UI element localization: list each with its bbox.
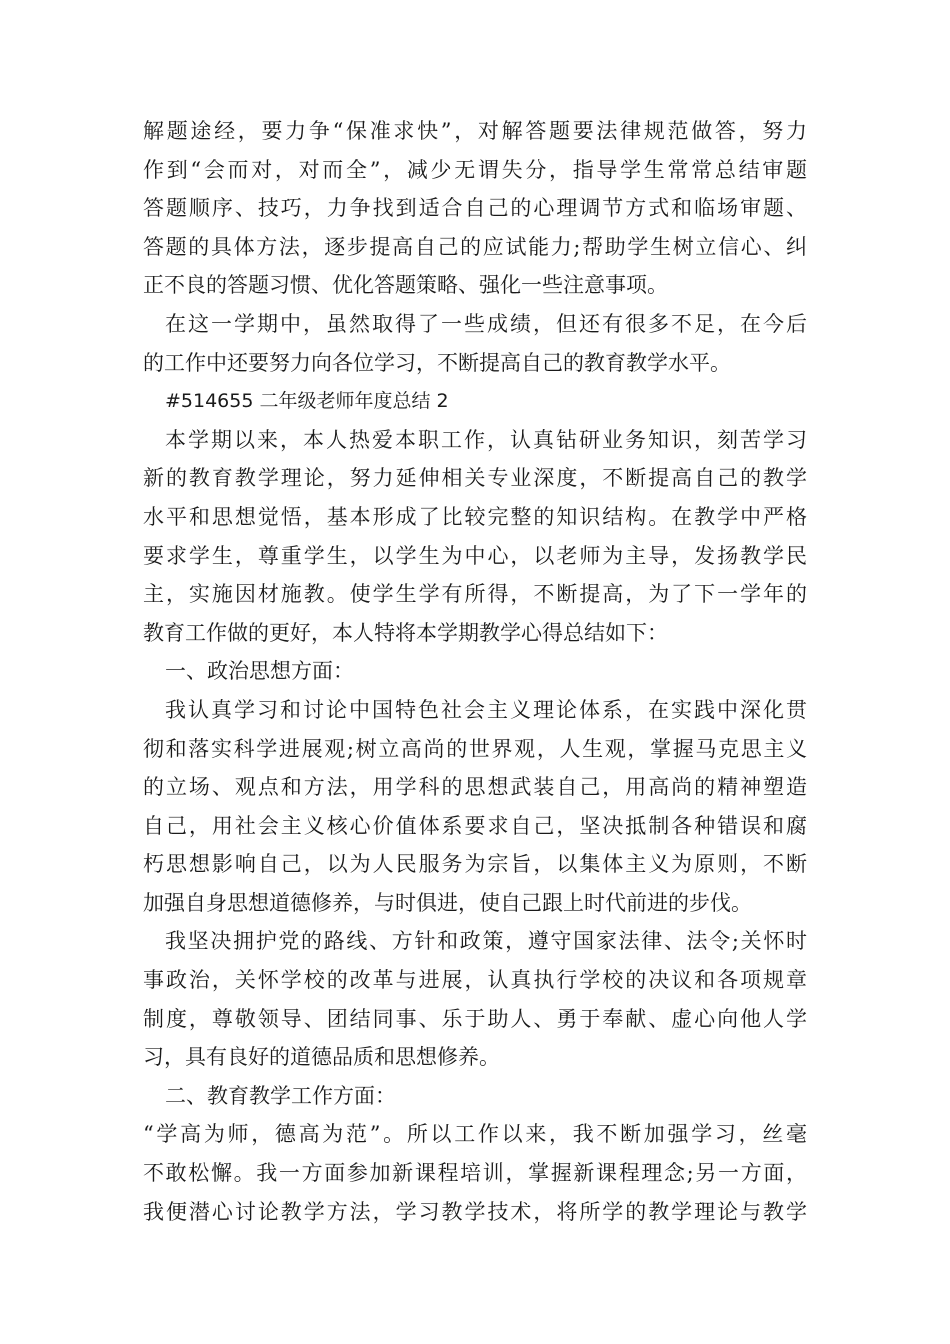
- paragraph-line: 加强自身思想道德修养，与时俱进，使自己跟上时代前进的步伐。: [143, 890, 752, 915]
- paragraph-line: 的工作中还要努力向各位学习，不断提高自己的教育教学水平。: [143, 350, 731, 375]
- paragraph-line: 正不良的答题习惯、优化答题策略、强化一些注意事项。: [143, 273, 668, 298]
- paragraph-line: 本学期以来，本人热爱本职工作，认真钻研业务知识，刻苦学习: [165, 427, 807, 452]
- paragraph-line: 教育工作做的更好，本人特将本学期教学心得总结如下：: [143, 620, 668, 645]
- paragraph-line: 事政治，关怀学校的改革与进展，认真执行学校的决议和各项规章: [143, 968, 807, 993]
- paragraph-line: 习，具有良好的道德品质和思想修养。: [143, 1045, 500, 1070]
- paragraph-line: 自己，用社会主义核心价值体系要求自己，坚决抵制各种错误和腐: [143, 813, 807, 838]
- section-heading: 一、政治思想方面：: [165, 659, 354, 684]
- paragraph-line: 水平和思想觉悟，基本形成了比较完整的知识结构。在教学中严格: [143, 504, 807, 529]
- paragraph-line: 我认真学习和讨论中国特色社会主义理论体系，在实践中深化贯: [165, 697, 807, 722]
- paragraph-line: 不敢松懈。我一方面参加新课程培训，掌握新课程理念;另一方面，: [143, 1161, 807, 1186]
- paragraph-line: 我坚决拥护党的路线、方针和政策，遵守国家法律、法令;关怀时: [165, 929, 807, 954]
- paragraph-line: 新的教育教学理论，努力延伸相关专业深度，不断提高自己的教学: [143, 466, 807, 491]
- paragraph-line: 的立场、观点和方法，用学科的思想武装自己，用高尚的精神塑造: [143, 775, 807, 800]
- paragraph-line: 朽思想影响自己，以为人民服务为宗旨，以集体主义为原则，不断: [143, 852, 807, 877]
- paragraph-line: 我便潜心讨论教学方法，学习教学技术，将所学的教学理论与教学: [143, 1199, 807, 1224]
- paragraph-line: 主，实施因材施教。使学生学有所得，不断提高，为了下一学年的: [143, 582, 807, 607]
- paragraph-line: “学高为师，德高为范”。所以工作以来，我不断加强学习，丝毫: [143, 1122, 807, 1147]
- paragraph-line: 制度，尊敬领导、团结同事、乐于助人、勇于奉献、虚心向他人学: [143, 1006, 807, 1031]
- paragraph-line: 要求学生，尊重学生，以学生为中心，以老师为主导，发扬教学民: [143, 543, 807, 568]
- section-title: #514655 二年级老师年度总结 2: [165, 390, 449, 413]
- document-body: [143, 112, 807, 1231]
- paragraph-line: 解题途经，要力争“保准求快”，对解答题要法律规范做答，努力: [143, 119, 807, 143]
- paragraph-line: 答题的具体方法，逐步提高自己的应试能力;帮助学生树立信心、纠: [143, 234, 807, 259]
- paragraph-line: 作到“会而对，对而全”，减少无谓失分，指导学生常常总结审题: [143, 157, 807, 182]
- paragraph-line: 答题顺序、技巧，力争找到适合自己的心理调节方式和临场审题、: [143, 196, 807, 221]
- section-heading: 二、教育教学工作方面：: [165, 1083, 396, 1108]
- paragraph-line: 在这一学期中，虽然取得了一些成绩，但还有很多不足，在今后: [165, 311, 807, 336]
- paragraph-line: 彻和落实科学进展观;树立高尚的世界观，人生观，掌握马克思主义: [143, 736, 807, 761]
